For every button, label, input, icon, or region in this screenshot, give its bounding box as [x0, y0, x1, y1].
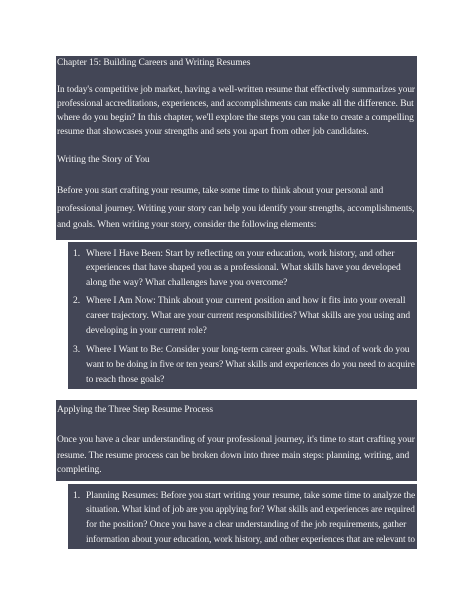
list-item-line: situation. What kind of job are you applying for? What skills and experiences are required: [86, 505, 415, 515]
section-heading: Writing the Story of You: [57, 155, 150, 165]
intro-block: [56, 56, 417, 240]
list-item-number: 3.: [73, 345, 81, 355]
section-paragraph-line: and goals. When writing your story, consider the following elements:: [57, 220, 317, 230]
list-item-line: Where I Want to Be: Consider your long-term career goals. What kind of work do you: [86, 345, 410, 355]
section-paragraph-line: Before you start crafting your resume, take some time to think about your personal and: [57, 186, 384, 196]
section-paragraph-line: resume. The resume process can be broken down into three main steps: planning, writing, and: [57, 451, 410, 461]
intro-line: professional accreditations, experiences, and accomplishments can make all the difference. But: [57, 99, 414, 109]
section-heading: Applying the Three Step Resume Process: [57, 405, 213, 415]
intro-line: In today's competitive job market, having a well-written resume that effectively summarizes your: [57, 85, 415, 95]
section-paragraph-line: professional journey. Writing your story can help you identify your strengths, accomplishments,: [57, 204, 415, 214]
list-item-line: career trajectory. What are your current responsibilities? What skills are you using and: [86, 311, 411, 321]
list-item-number: 1.: [73, 249, 81, 259]
intro-line: where do you begin? In this chapter, we'll explore the steps you can take to create a compelling: [57, 113, 414, 123]
story-elements-list: [68, 242, 417, 389]
section-paragraph-line: completing.: [57, 465, 102, 475]
list-item-line: Where I Have Been: Start by reflecting on your education, work history, and other: [86, 249, 395, 259]
list-item-number: 2.: [73, 296, 81, 306]
list-item-line: information about your education, work history, and other experiences that are relevant to: [86, 535, 415, 545]
resume-process-block: [56, 400, 417, 481]
list-item-line: for the position? Once you have a clear understanding of the job requirements, gather: [86, 520, 407, 530]
list-item-number: 1.: [73, 491, 81, 501]
list-item-line: want to be doing in five or ten years? What skills and experiences do you need to acquire: [86, 360, 415, 370]
section-paragraph-line: Once you have a clear understanding of your professional journey, it's time to start crafting your: [57, 435, 415, 445]
intro-line: resume that showcases your strengths and sets you apart from other job candidates.: [57, 127, 369, 137]
list-item-line: along the way? What challenges have you overcome?: [86, 278, 288, 288]
list-item-line: Where I Am Now: Think about your current position and how it fits into your overall: [86, 296, 406, 306]
chapter-title: Chapter 15: Building Careers and Writing Resumes: [57, 58, 251, 68]
list-item-line: experiences that have shaped you as a professional. What skills have you developed: [86, 263, 401, 273]
resume-steps-list: [68, 484, 417, 549]
list-item-line: Planning Resumes: Before you start writing your resume, take some time to analyze the: [86, 491, 416, 501]
list-item-line: to reach those goals?: [86, 375, 165, 385]
list-item-line: developing in your current role?: [86, 326, 207, 336]
